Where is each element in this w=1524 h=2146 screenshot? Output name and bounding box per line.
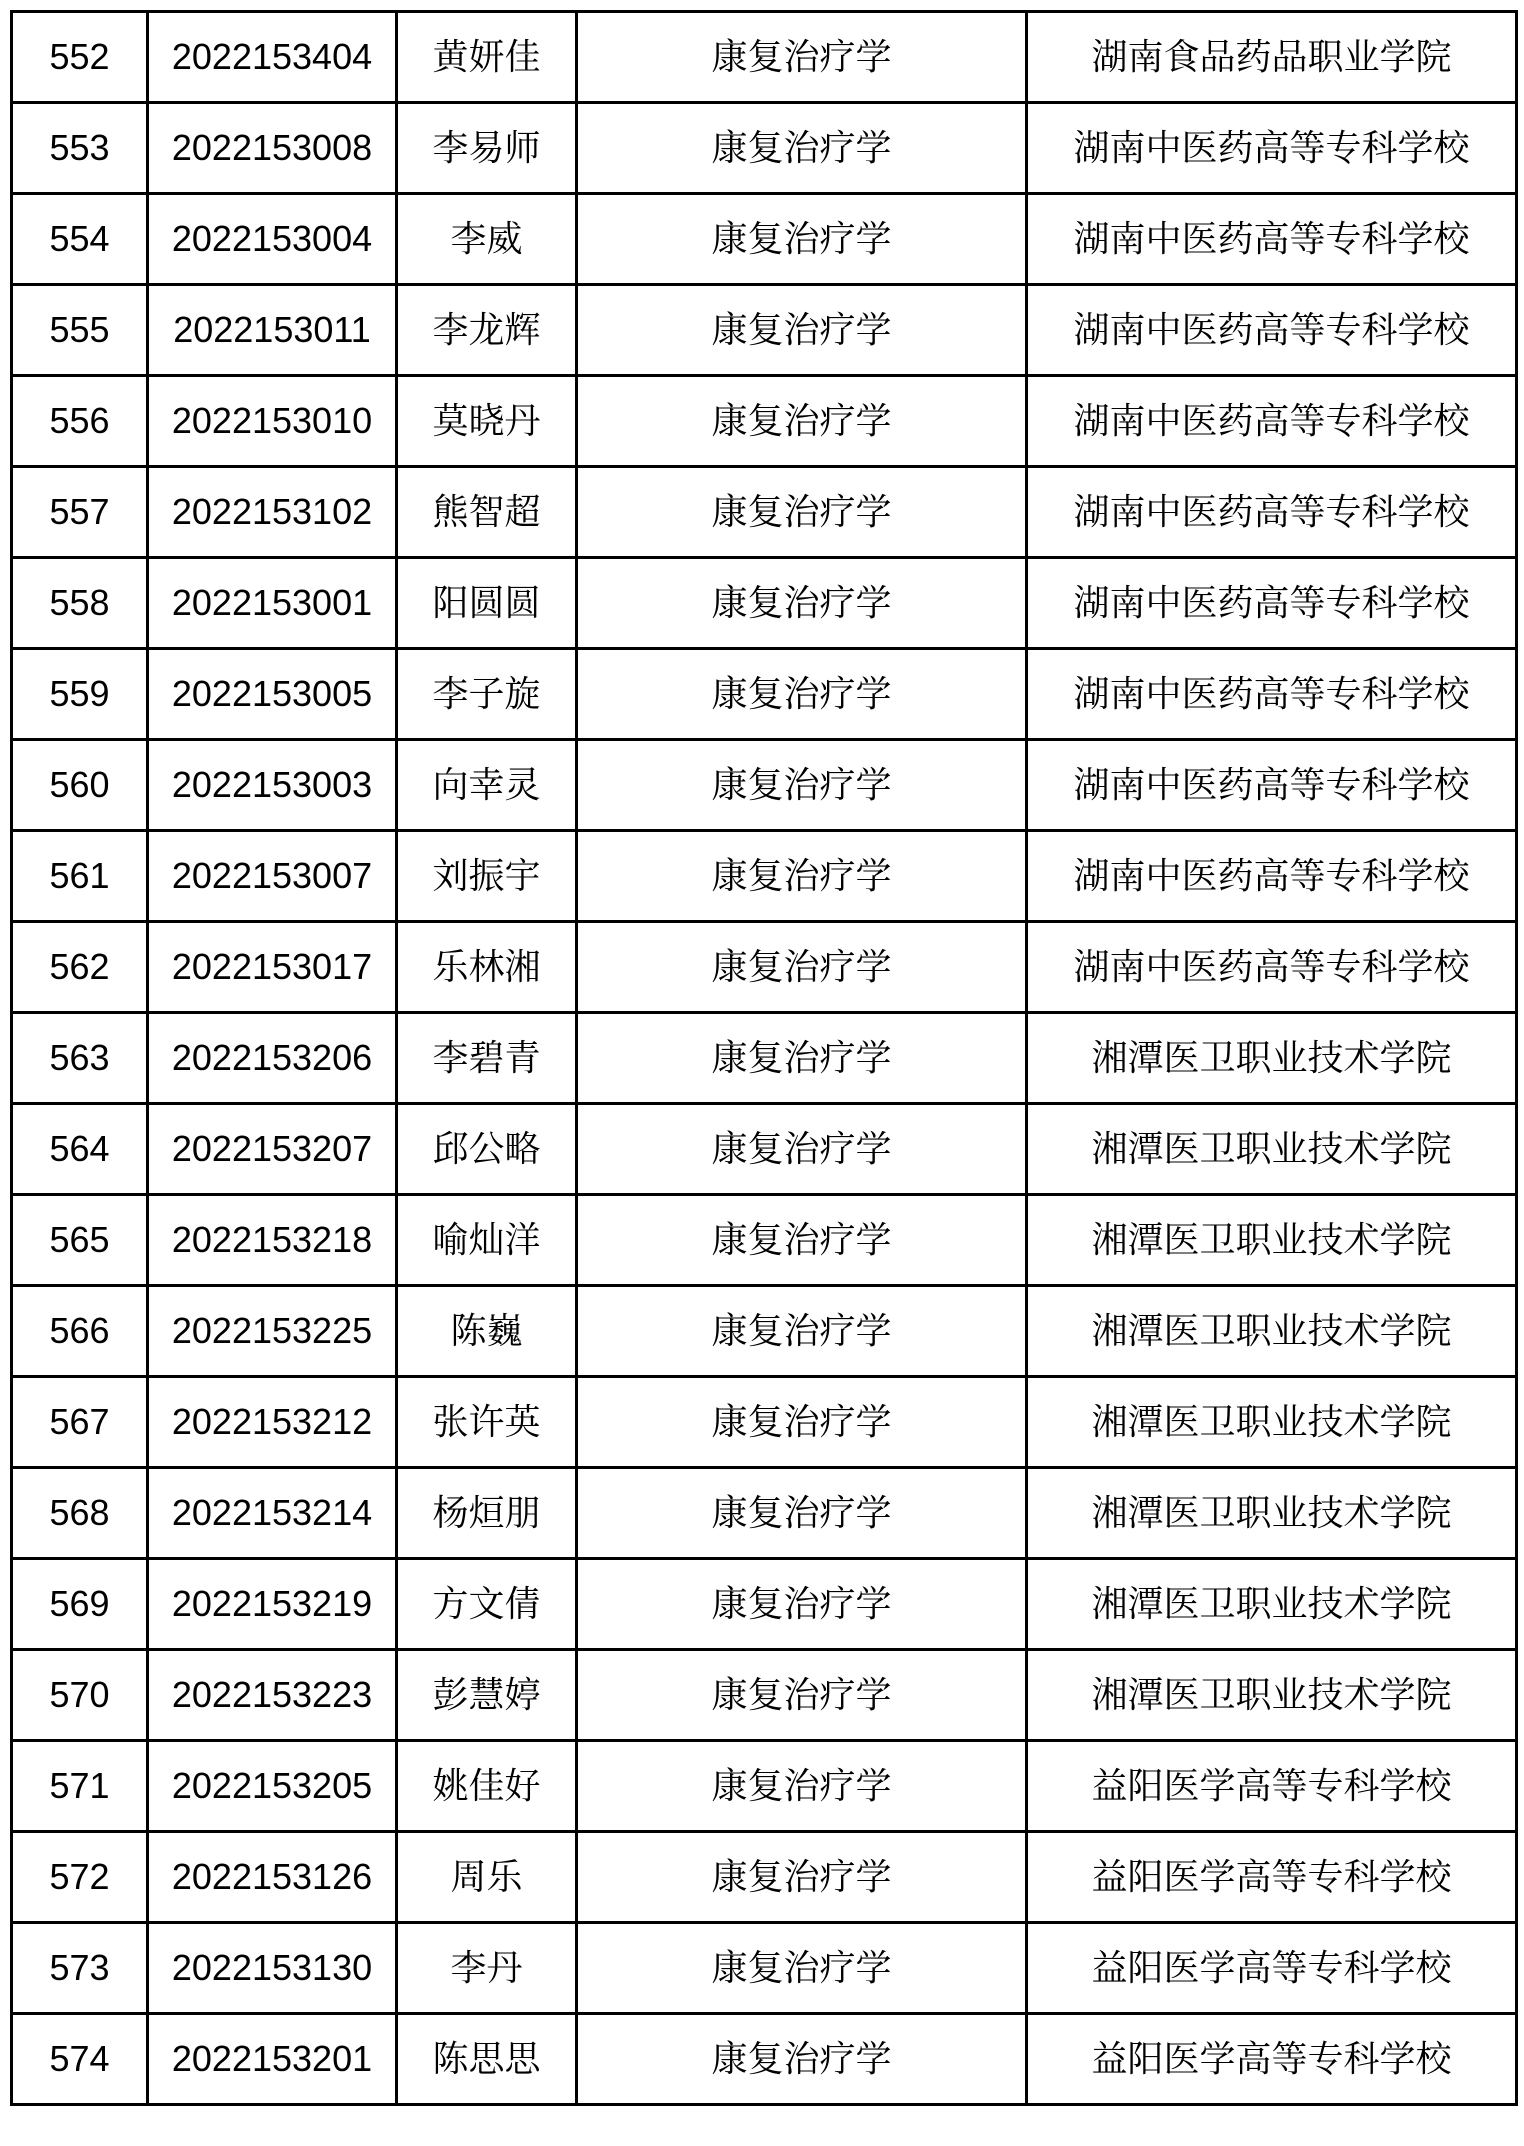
cell-seq: 570	[12, 1650, 148, 1741]
cell-major: 康复治疗学	[577, 1559, 1027, 1650]
cell-seq: 556	[12, 376, 148, 467]
cell-school: 湖南中医药高等专科学校	[1027, 103, 1517, 194]
cell-school: 湖南食品药品职业学院	[1027, 12, 1517, 103]
cell-student-id: 2022153201	[148, 2014, 397, 2105]
cell-seq: 557	[12, 467, 148, 558]
cell-major: 康复治疗学	[577, 1468, 1027, 1559]
table-row	[12, 467, 1517, 558]
cell-seq: 569	[12, 1559, 148, 1650]
cell-student-id: 2022153205	[148, 1741, 397, 1832]
cell-seq: 573	[12, 1923, 148, 2014]
cell-major: 康复治疗学	[577, 1104, 1027, 1195]
table-row	[12, 194, 1517, 285]
cell-school: 益阳医学高等专科学校	[1027, 2014, 1517, 2105]
cell-name: 周乐	[397, 1832, 577, 1923]
cell-major: 康复治疗学	[577, 12, 1027, 103]
cell-student-id: 2022153011	[148, 285, 397, 376]
cell-name: 熊智超	[397, 467, 577, 558]
cell-school: 湖南中医药高等专科学校	[1027, 376, 1517, 467]
cell-seq: 555	[12, 285, 148, 376]
cell-student-id: 2022153225	[148, 1286, 397, 1377]
cell-seq: 568	[12, 1468, 148, 1559]
cell-student-id: 2022153001	[148, 558, 397, 649]
cell-seq: 559	[12, 649, 148, 740]
cell-major: 康复治疗学	[577, 1832, 1027, 1923]
cell-name: 李碧青	[397, 1013, 577, 1104]
cell-major: 康复治疗学	[577, 1741, 1027, 1832]
cell-major: 康复治疗学	[577, 1923, 1027, 2014]
cell-name: 李子旋	[397, 649, 577, 740]
table-row	[12, 1650, 1517, 1741]
table-row	[12, 1559, 1517, 1650]
cell-major: 康复治疗学	[577, 922, 1027, 1013]
cell-name: 李龙辉	[397, 285, 577, 376]
cell-name: 莫晓丹	[397, 376, 577, 467]
cell-major: 康复治疗学	[577, 1195, 1027, 1286]
cell-major: 康复治疗学	[577, 1650, 1027, 1741]
table-row	[12, 831, 1517, 922]
cell-name: 杨烜朋	[397, 1468, 577, 1559]
cell-student-id: 2022153007	[148, 831, 397, 922]
cell-name: 李易师	[397, 103, 577, 194]
cell-name: 黄妍佳	[397, 12, 577, 103]
table-row	[12, 1104, 1517, 1195]
cell-major: 康复治疗学	[577, 103, 1027, 194]
cell-school: 益阳医学高等专科学校	[1027, 1923, 1517, 2014]
cell-student-id: 2022153206	[148, 1013, 397, 1104]
cell-major: 康复治疗学	[577, 2014, 1027, 2105]
cell-major: 康复治疗学	[577, 285, 1027, 376]
cell-seq: 572	[12, 1832, 148, 1923]
table-row	[12, 649, 1517, 740]
cell-student-id: 2022153010	[148, 376, 397, 467]
table-row	[12, 1286, 1517, 1377]
student-roster-body	[12, 12, 1517, 2105]
table-row	[12, 1923, 1517, 2014]
cell-name: 李威	[397, 194, 577, 285]
cell-student-id: 2022153404	[148, 12, 397, 103]
cell-name: 陈思思	[397, 2014, 577, 2105]
table-row	[12, 376, 1517, 467]
table-row	[12, 740, 1517, 831]
cell-name: 刘振宇	[397, 831, 577, 922]
cell-school: 湘潭医卫职业技术学院	[1027, 1286, 1517, 1377]
cell-student-id: 2022153219	[148, 1559, 397, 1650]
cell-seq: 562	[12, 922, 148, 1013]
cell-student-id: 2022153207	[148, 1104, 397, 1195]
cell-major: 康复治疗学	[577, 376, 1027, 467]
cell-student-id: 2022153223	[148, 1650, 397, 1741]
cell-school: 益阳医学高等专科学校	[1027, 1832, 1517, 1923]
cell-seq: 560	[12, 740, 148, 831]
table-row	[12, 12, 1517, 103]
cell-seq: 554	[12, 194, 148, 285]
cell-school: 湖南中医药高等专科学校	[1027, 285, 1517, 376]
cell-major: 康复治疗学	[577, 558, 1027, 649]
cell-student-id: 2022153004	[148, 194, 397, 285]
cell-seq: 566	[12, 1286, 148, 1377]
cell-school: 湖南中医药高等专科学校	[1027, 831, 1517, 922]
cell-school: 湖南中医药高等专科学校	[1027, 558, 1517, 649]
cell-school: 湖南中医药高等专科学校	[1027, 740, 1517, 831]
table-row	[12, 2014, 1517, 2105]
cell-name: 彭慧婷	[397, 1650, 577, 1741]
cell-student-id: 2022153017	[148, 922, 397, 1013]
cell-name: 阳圆圆	[397, 558, 577, 649]
cell-name: 乐林湘	[397, 922, 577, 1013]
cell-student-id: 2022153212	[148, 1377, 397, 1468]
student-roster-table	[10, 10, 1518, 2106]
cell-major: 康复治疗学	[577, 194, 1027, 285]
table-row	[12, 1468, 1517, 1559]
cell-school: 湖南中医药高等专科学校	[1027, 194, 1517, 285]
cell-major: 康复治疗学	[577, 740, 1027, 831]
cell-major: 康复治疗学	[577, 1377, 1027, 1468]
cell-student-id: 2022153126	[148, 1832, 397, 1923]
cell-school: 湖南中医药高等专科学校	[1027, 467, 1517, 558]
table-row	[12, 1195, 1517, 1286]
cell-seq: 567	[12, 1377, 148, 1468]
cell-name: 方文倩	[397, 1559, 577, 1650]
table-row	[12, 285, 1517, 376]
cell-school: 湘潭医卫职业技术学院	[1027, 1013, 1517, 1104]
cell-seq: 571	[12, 1741, 148, 1832]
cell-name: 姚佳好	[397, 1741, 577, 1832]
cell-student-id: 2022153102	[148, 467, 397, 558]
table-row	[12, 1832, 1517, 1923]
cell-student-id: 2022153003	[148, 740, 397, 831]
cell-school: 湘潭医卫职业技术学院	[1027, 1104, 1517, 1195]
table-row	[12, 103, 1517, 194]
cell-student-id: 2022153008	[148, 103, 397, 194]
cell-major: 康复治疗学	[577, 1286, 1027, 1377]
cell-school: 湘潭医卫职业技术学院	[1027, 1650, 1517, 1741]
cell-student-id: 2022153214	[148, 1468, 397, 1559]
cell-name: 向幸灵	[397, 740, 577, 831]
cell-school: 湘潭医卫职业技术学院	[1027, 1468, 1517, 1559]
cell-student-id: 2022153130	[148, 1923, 397, 2014]
cell-school: 湘潭医卫职业技术学院	[1027, 1195, 1517, 1286]
table-row	[12, 1377, 1517, 1468]
cell-seq: 558	[12, 558, 148, 649]
cell-student-id: 2022153005	[148, 649, 397, 740]
table-row	[12, 558, 1517, 649]
cell-school: 湘潭医卫职业技术学院	[1027, 1559, 1517, 1650]
cell-major: 康复治疗学	[577, 467, 1027, 558]
cell-seq: 565	[12, 1195, 148, 1286]
cell-seq: 561	[12, 831, 148, 922]
cell-school: 益阳医学高等专科学校	[1027, 1741, 1517, 1832]
cell-school: 湖南中医药高等专科学校	[1027, 649, 1517, 740]
cell-seq: 552	[12, 12, 148, 103]
cell-student-id: 2022153218	[148, 1195, 397, 1286]
cell-school: 湘潭医卫职业技术学院	[1027, 1377, 1517, 1468]
cell-seq: 563	[12, 1013, 148, 1104]
table-row	[12, 922, 1517, 1013]
cell-name: 陈巍	[397, 1286, 577, 1377]
cell-major: 康复治疗学	[577, 1013, 1027, 1104]
cell-seq: 553	[12, 103, 148, 194]
cell-name: 张许英	[397, 1377, 577, 1468]
cell-major: 康复治疗学	[577, 649, 1027, 740]
cell-name: 喻灿洋	[397, 1195, 577, 1286]
cell-school: 湖南中医药高等专科学校	[1027, 922, 1517, 1013]
table-row	[12, 1741, 1517, 1832]
cell-seq: 574	[12, 2014, 148, 2105]
cell-name: 李丹	[397, 1923, 577, 2014]
cell-major: 康复治疗学	[577, 831, 1027, 922]
cell-name: 邱公略	[397, 1104, 577, 1195]
table-row	[12, 1013, 1517, 1104]
cell-seq: 564	[12, 1104, 148, 1195]
